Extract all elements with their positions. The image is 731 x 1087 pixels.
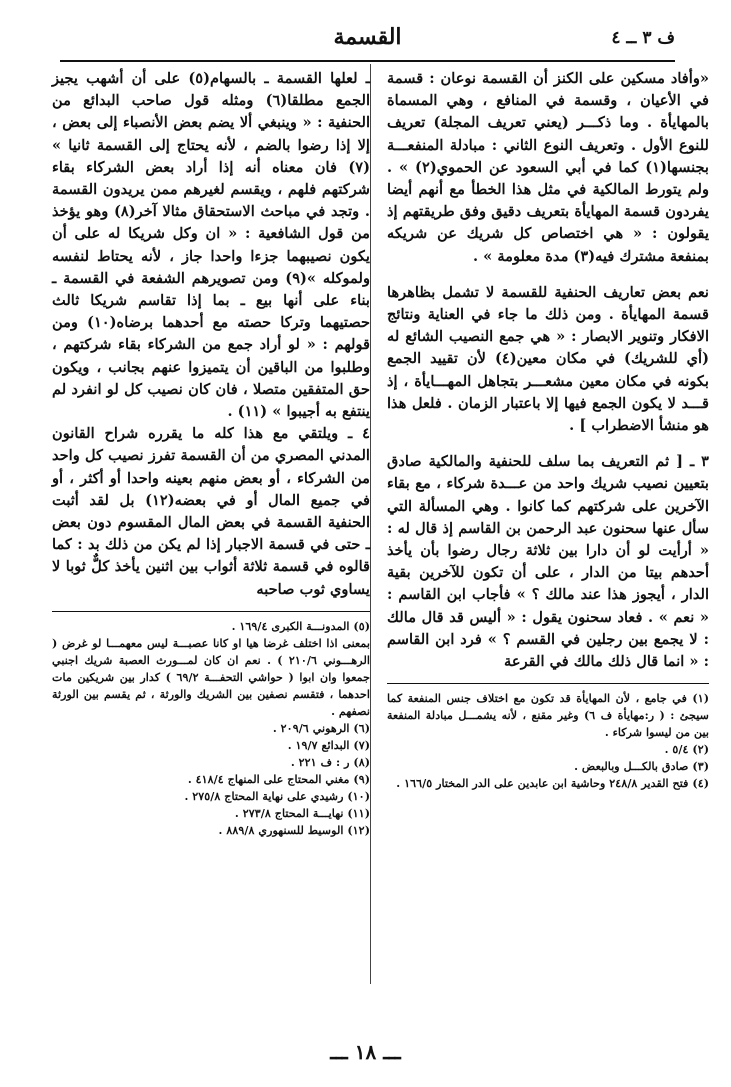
footnote: (٥) المدونـــة الكبرى ١٦٩/٤ . [231,618,370,633]
footnote: (١) في جامع ، لأن المهايأة قد تكون مع اختلاف جنس المنفعة كما سيجئ : ( ر:مهايأة ف ٦) وغير مقنع ، لأنه يشمـــل مبادلة المنفعة بين من ليسوا شركاء . [387,691,709,740]
body-paragraph: نعم بعض تعاريف الحنفية للقسمة لا تشمل بظاهرها قسمة المهايأة . ومن ذلك ما جاء في العناية ونتائج الافكار وتنوير الابصار : « هي جمع النصيب الشائع له (أي للشريك) في مكان معين(٤) لأن تقييد الجمع بكونه في مكان معين مشعـــر بتجاهل المهـــايأة ، إذ قـــد لا يكون الجمع فيها إلا باعتبار الزمان . فلعل هذا هو منشأ الاضطراب ] . [387,283,709,435]
footnote: (١٢) الوسيط للسنهوري ٨٨٩/٨ . [218,822,370,837]
footnote-rule [387,683,709,684]
page-number: ـــ ١٨ ـــ [330,1040,401,1064]
footnote: (١٠) رشيدي على نهاية المحتاج ٢٧٥/٨ . [184,788,370,803]
column-divider [370,64,371,984]
footnote-rule [52,611,370,612]
body-paragraph: ـ لعلها القسمة ـ بالسهام(٥) على أن أشهب يجيز الجمع مطلقا(٦) ومثله قول صاحب البدائع من الحنفية : « وينبغي ألا يضم بعض الأنصباء إلى بعض ، إلا إذا رضوا بالضم ، لأنه يحتاج إلى القسمة ثانيا » (٧) فان معناه أنه إذا أراد بعض الشركاء بقاء شركتهم فلهم ، ويقسم لغيرهم ممن يريدون القسمة . وتجد في مباحث الاستحقاق مثالا آخر(٨) وهو يؤخذ من قول الشافعية : « ان وكل شريكا له على أن يكون نصيبهما جزءا واحدا جاز ، لأنه يحتاط لنفسه ولموكله »(٩) ومن تصويرهم الشفعة في القسمة ـ بناء على أنها بيع ـ بما إذا تقاسم شريكا ثالث حصتيهما وتركا حصته مع أحدهما برضاه(١٠) ومن قولهم : « لو أراد جمع من الشركاء بقاء شركتهم ، وطلبوا من الباقين أن يتميزوا عنهم بجانب ، ويكون حق المتفقين متصلا ، فان كان نصيب كل لو انفرد لم ينتفع به أجيبوا » (١١) . [52,70,371,421]
footnote: (٣) صادق بالكـــل وبالبعض . [574,759,709,774]
footnote: (١١) نهايـــة المحتاج ٢٧٣/٨ . [234,805,370,820]
left-column [52,68,370,839]
footnote: (٩) مغني المحتاج على المنهاج ٤١٨/٤ . [187,771,370,786]
page-header [60,22,675,62]
body-paragraph: «وأفاد مسكين على الكنز أن القسمة نوعان : قسمة في الأعيان ، وقسمة في المنافع ، وهي المسماة بالمهايأة . وما ذكـــر (يعني تعريف المجلة) تعريف للنوع الأول . وتعريف النوع الثاني : مبادلة المنفعـــة بجنسها(١) كما في أبي السعود عن الحموي(٢) » . ولم يتورط المالكية في مثل هذا الخطأ مع أنهم أيضا يفردون قسمة المهايأة بتعريف دقيق وفق طريقتهم إذ يقولون : « هي اختصاص كل شريك عن شريكه بمنفعة مشترك فيه(٣) مدة معلومة » . [387,70,709,265]
footnote: (٧) البدائع ١٩/٧ . [287,737,370,752]
footnote: بمعنى اذا اختلف غرضا هيا او كانا عصبـــة ليس معهمـــا لو غرض ( الرهـــوني ٢١٠/٦ ) . نعم ان كان لمـــورث العصبة شريك اجنبي جمعوا وان ابوا ( حواشي التحفـــة ٦٩/٢ ) كدار بين شريكين مات احدهما ، فتقسم نصفين بين الشريك والورثة ، ثم يقسم بين الورثة نصفهم . [52,635,370,718]
footnote: (٦) الرهوني ٢٠٩/٦ . [272,720,370,735]
footnote: (٤) فتح القدير ٢٤٨/٨ وحاشية ابن عابدين على الدر المختار ١٦٦/٥ . [396,776,709,791]
header-rule [60,60,675,62]
body-paragraph: ٤ ـ ويلتقي مع هذا كله ما يقرره شراح القانون المدني المصري من أن القسمة تفرز نصيب كل واحد من الشركاء ، أو بعض منهم بعينه واحدا أو أكثر ، أو في جميع المال أو في بعضه(١٢) بل لقد أثبت الحنفية القسمة في بعض المال المقسوم دون بعض ـ حتى في قسمة الاجبار إذا لم يكن من ذلك بد : كما قالوه في قسمة ثلاثة أثواب بين اثنين يأخذ كلٌّ ثوبا لا يساوي ثوب صاحبه [52,425,370,598]
page-title: القسمة [333,24,402,50]
body-paragraph: ٣ ـ [ ثم التعريف بما سلف للحنفية والمالكية صادق بتعيين نصيب شريك واحد من عـــدة شركاء ، مع بقاء الآخرين على شركتهم كما كانوا . وهي المسألة التي سأل عنها سحنون عبد الرحمن بن القاسم إذ قال له : « أرأيت لو أن دارا بين ثلاثة رجال رضوا بأن يأخذ أحدهم بيتا من الدار ، على أن تكون للآخرين بقية الدار ، أيجوز هذا عند مالك ؟ » فأجاب ابن القاسم : « نعم » . فعاد سحنون يقول : « أليس قد قال مالك : لا يجمع بين رجلين في القسم ؟ » فرد ابن القاسم : « انما قال ذلك مالك في القرعة [387,453,709,671]
right-column [387,68,709,792]
running-section-ref: ف ٣ ــ ٤ [611,28,675,48]
footnote: (٨) ر : ف ٢٢١ . [290,754,370,769]
footnote: (٢) ٥/٤ . [664,742,709,757]
